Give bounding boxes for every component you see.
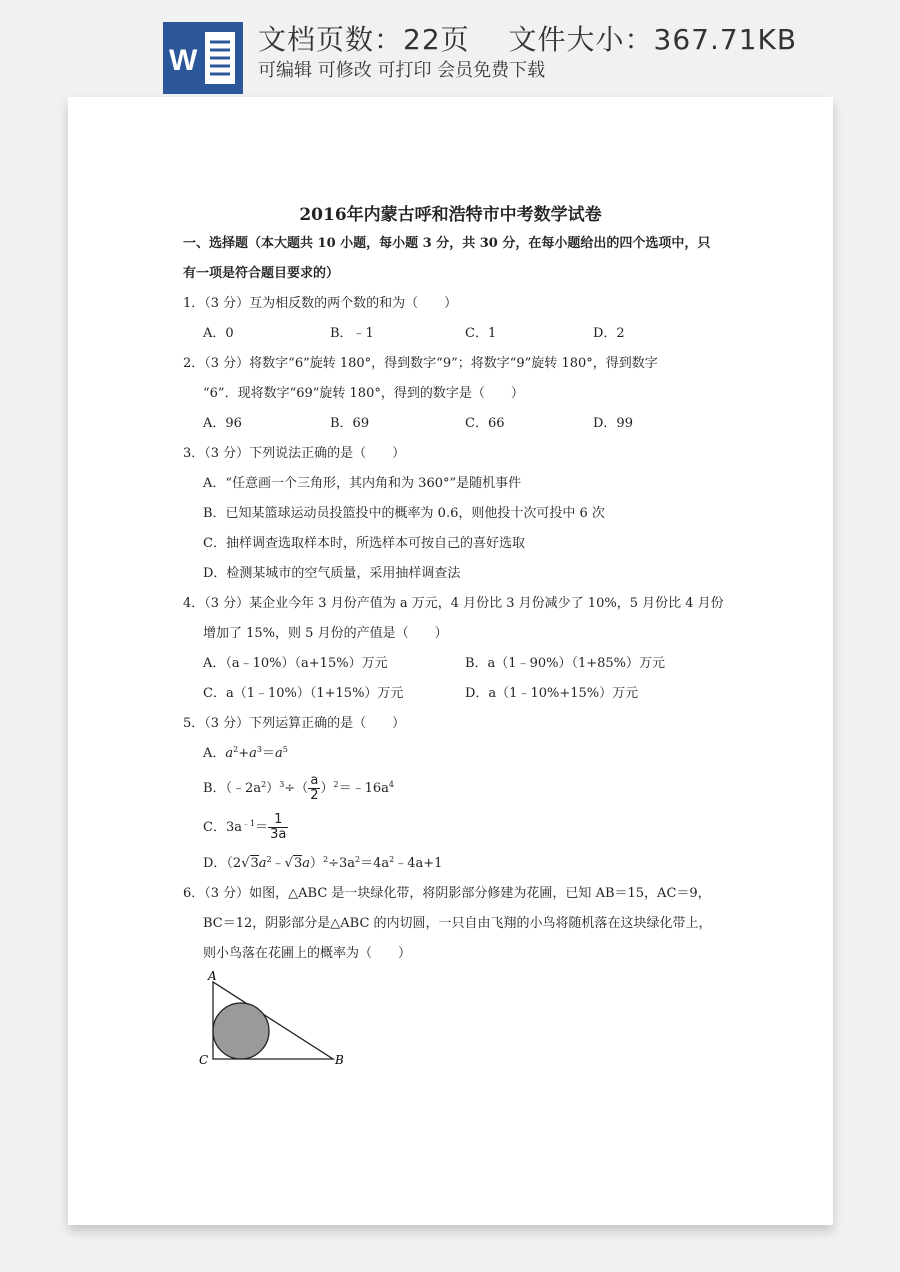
- word-document-icon: [163, 22, 243, 94]
- question-5-option-b: B．$(﹣2a^2)^3\div$（ $\frac{a}{2}$ ）$^2=﹣16a^4$: [203, 773, 394, 803]
- download-banner: [0, 0, 900, 100]
- question-1-option-d: D．2: [593, 326, 625, 341]
- section-heading-line2: 有一项是符合题目要求的）: [183, 266, 340, 281]
- vertex-label-c: C: [199, 1053, 209, 1067]
- question-5-stem: 5．（3 分）下列运算正确的是（ ）: [183, 716, 406, 731]
- question-4-option-a: A．（a﹣10%）（a+15%）万元: [203, 656, 388, 671]
- document-page: [68, 97, 833, 1225]
- question-3-option-c: C．抽样调查选取样本时，所选样本可按自己的喜好选取: [203, 536, 525, 551]
- fraction-a-over-2: $\frac{a}{2}$: [310, 773, 319, 803]
- question-4-option-c: C．a（1﹣10%）（1+15%）万元: [203, 686, 404, 701]
- section-heading-line1: 一、选择题（本大题共 10 小题，每小题 3 分，共 30 分，在每小题给出的四个选项中，只: [183, 236, 711, 251]
- question-6-stem-line3: 则小鸟落在花圃上的概率为（ ）: [203, 946, 412, 961]
- question-4-option-b: B．a（1﹣90%）（1+85%）万元: [465, 656, 666, 671]
- triangle-incircle-figure: [198, 970, 358, 1075]
- question-1-stem: 1．（3 分）互为相反数的两个数的和为（ ）: [183, 296, 458, 311]
- incircle: [213, 1003, 269, 1059]
- question-3-option-d: D．检测某城市的空气质量，采用抽样调查法: [203, 566, 461, 581]
- question-2-option-c: C．66: [465, 416, 505, 431]
- question-5-option-c: C．$3a^{﹣1}=$ $\frac{1}{3a}$: [203, 812, 287, 842]
- question-6-stem-line2: BC＝12，阴影部分是△ABC 的内切圆，一只自由飞翔的小鸟将随机落在这块绿化带上，: [203, 916, 712, 931]
- question-5-option-d: D．$(2√3a^2﹣√3a)^2\div 3a^2=4a^2﹣4a+1$: [203, 855, 443, 871]
- file-info-title: 文档页数：22页 文件大小：367.71KB: [258, 23, 798, 56]
- question-4-stem-line1: 4．（3 分）某企业今年 3 月份产值为 a 万元，4 月份比 3 月份减少了 10%，5 月份比 4 月份: [183, 596, 724, 611]
- page-title: 2016年内蒙古呼和浩特市中考数学试卷: [299, 205, 602, 225]
- question-3-option-a: A．“任意画一个三角形，其内角和为 360°”是随机事件: [203, 476, 522, 491]
- question-3-option-b: B．已知某篮球运动员投篮投中的概率为 0.6，则他投十次可投中 6 次: [203, 506, 605, 521]
- vertex-label-a: A: [208, 970, 217, 983]
- question-2-stem-line1: 2．（3 分）将数字“6”旋转 180°，得到数字“9”；将数字“9”旋转 180°，得到数字: [183, 356, 658, 371]
- fraction-1-over-3a: $\frac{1}{3a}$: [270, 812, 287, 842]
- vertex-label-b: B: [335, 1053, 344, 1067]
- question-1-option-b: B．﹣1: [330, 326, 374, 341]
- question-5-option-a: A．$a^2+a^3=a^5$: [203, 745, 288, 761]
- question-2-stem-line2: “6”．现将数字“69”旋转 180°，得到的数字是（ ）: [203, 386, 524, 401]
- svg-text:W: W: [169, 44, 198, 77]
- question-6-stem-line1: 6．（3 分）如图，△ABC 是一块绿化带，将阴影部分修建为花圃，已知 AB＝15，AC＝9，: [183, 886, 711, 901]
- question-1-option-c: C．1: [465, 326, 497, 341]
- question-2-option-a: A．96: [203, 416, 242, 431]
- question-3-stem: 3．（3 分）下列说法正确的是（ ）: [183, 446, 406, 461]
- question-4-stem-line2: 增加了 15%，则 5 月份的产值是（ ）: [203, 626, 448, 641]
- question-2-option-d: D．99: [593, 416, 633, 431]
- question-2-option-b: B．69: [330, 416, 370, 431]
- question-1-option-a: A．0: [203, 326, 234, 341]
- question-4-option-d: D．a（1﹣10%+15%）万元: [465, 686, 639, 701]
- file-info-subtitle: 可编辑 可修改 可打印 会员免费下载: [258, 60, 546, 81]
